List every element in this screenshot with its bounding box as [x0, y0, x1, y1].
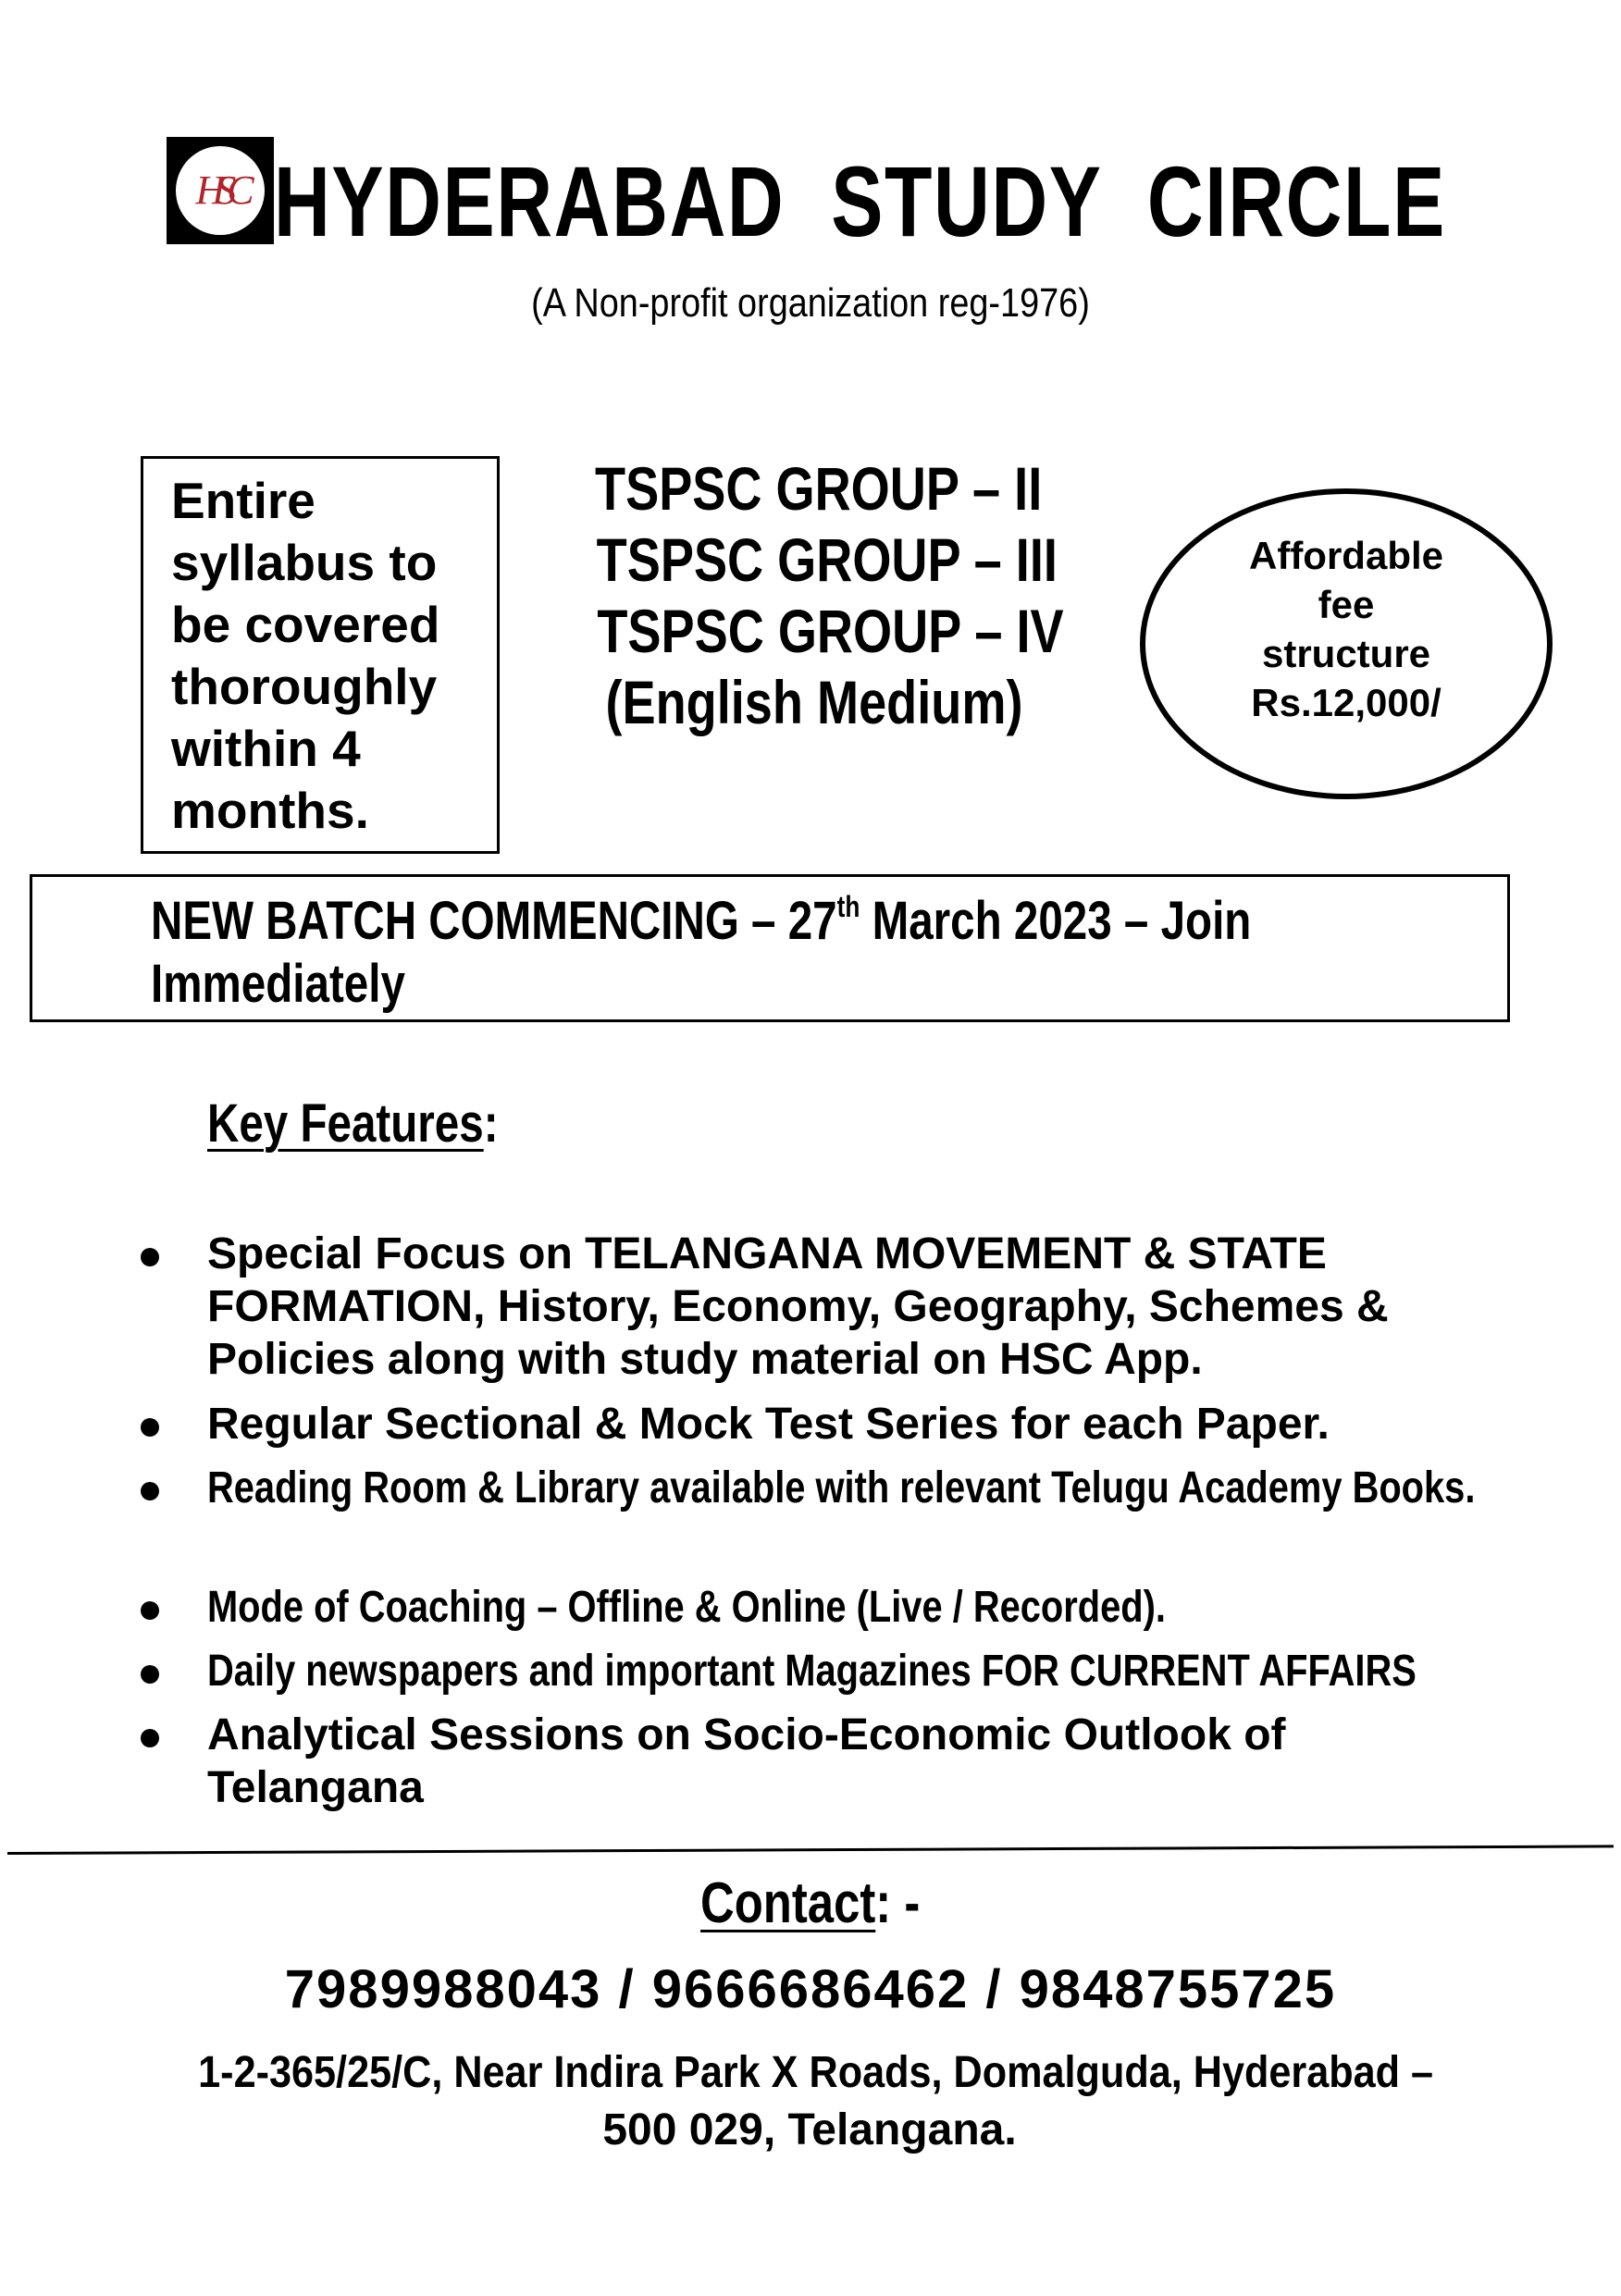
- syllabus-line: thoroughly: [171, 658, 438, 715]
- feature-item: Daily newspapers and important Magazines FOR CURRENT AFFAIRS: [207, 1647, 1417, 1696]
- page-subtitle: (A Non-profit organization reg-1976): [531, 280, 1090, 326]
- fee-amount: Rs.12,000/: [1251, 681, 1442, 724]
- bullet-icon: [141, 1248, 159, 1266]
- contact-phones: 7989988043 / 9666686462 / 9848755725: [284, 1959, 1337, 2019]
- batch-text: NEW BATCH COMMENCING – 27: [151, 891, 837, 951]
- contact-address: [130, 2044, 1490, 2159]
- feature-item: Reading Room & Library available with relevant Telugu Academy Books.: [207, 1463, 1476, 1512]
- bullet-icon: [141, 1729, 159, 1747]
- syllabus-line: syllabus to: [171, 534, 438, 591]
- address-line: 500 029, Telangana.: [602, 2105, 1017, 2154]
- medium-line: (English Medium): [605, 668, 1023, 736]
- exam-groups: [546, 453, 1083, 738]
- syllabus-line: within 4: [171, 720, 361, 777]
- fee-line: fee: [1318, 583, 1375, 626]
- bullet-icon: [141, 1601, 159, 1620]
- syllabus-line: months.: [171, 782, 369, 839]
- fee-line: Affordable: [1249, 534, 1443, 577]
- fee-badge: [1140, 488, 1553, 799]
- divider: [7, 1845, 1614, 1855]
- group-line: TSPSC GROUP – II: [595, 454, 1043, 523]
- group-line: TSPSC GROUP – IV: [597, 597, 1064, 665]
- bullet-icon: [141, 1665, 159, 1684]
- syllabus-box: [141, 456, 500, 854]
- fee-line: structure: [1261, 632, 1431, 675]
- key-features-heading: Key Features:: [207, 1093, 499, 1154]
- group-line: TSPSC GROUP – III: [596, 525, 1058, 594]
- feature-item: Mode of Coaching – Offline & Online (Live / Recorded).: [207, 1583, 1166, 1632]
- feature-item: Regular Sectional & Mock Test Series for each Paper.: [207, 1400, 1330, 1449]
- syllabus-line: be covered: [171, 596, 440, 653]
- contact-heading: Contact: -: [700, 1871, 921, 1935]
- feature-item: Special Focus on TELANGANA MOVEMENT & STATE FORMATION, History, Economy, Geography, Schemes & Policies along with study material on HSC App.: [207, 1229, 1389, 1384]
- feature-item: Analytical Sessions on Socio-Economic Outlook of Telangana: [207, 1710, 1286, 1812]
- hsc-logo: [167, 137, 274, 244]
- address-line: 1-2-365/25/C, Near Indira Park X Roads, Domalguda, Hyderabad –: [198, 2048, 1434, 2097]
- page-title: HYDERABAD STUDY CIRCLE: [274, 145, 1446, 257]
- batch-banner: [30, 874, 1510, 1022]
- batch-line2: Immediately: [151, 954, 405, 1014]
- syllabus-line: Entire: [171, 472, 316, 529]
- logo-monogram: HSC: [195, 167, 245, 213]
- batch-text-end: March 2023 – Join: [860, 891, 1252, 951]
- bullet-icon: [141, 1418, 159, 1437]
- bullet-icon: [141, 1482, 159, 1500]
- batch-date-suffix: th: [836, 890, 860, 923]
